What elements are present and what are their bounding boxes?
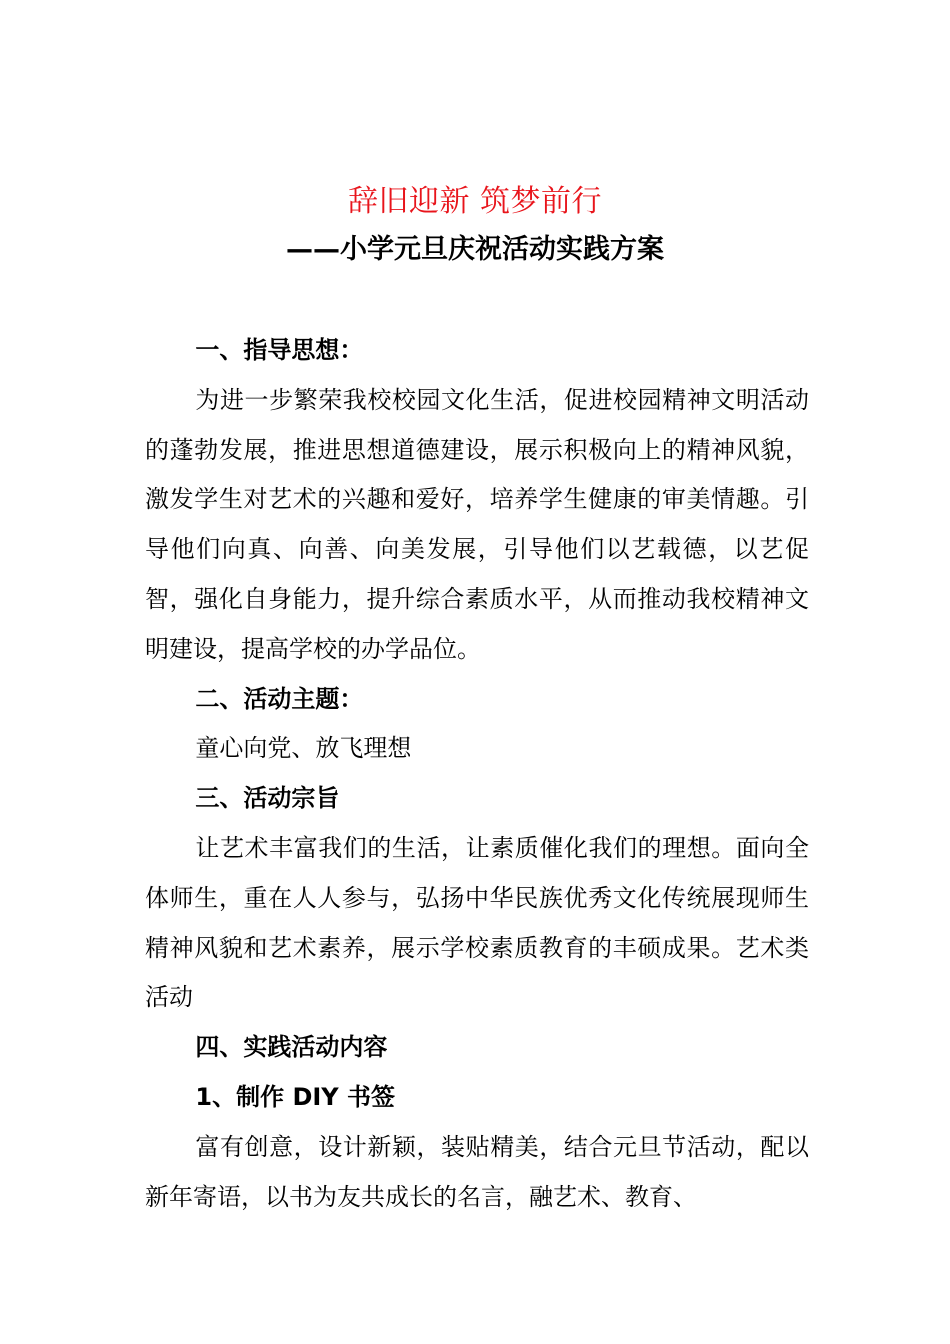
paragraph-guiding-ideology: 为进一步繁荣我校校园文化生活，促进校园精神文明活动的蓬勃发展，推进思想道德建设，展示积极向上的精神风貌，激发学生对艺术的兴趣和爱好，培养学生健康的审美情趣。引导他们向真、向善、向美发展，引导他们以艺载德，以艺促智，强化自身能力，提升综合素质水平，从而推动我校精神文明建设，提高学校的办学品位。 <box>145 385 809 663</box>
paragraph-diy-bookmark: 富有创意，设计新颖，装贴精美，结合元旦节活动，配以新年寄语，以书为友共成长的名言，融艺术、教育、 <box>145 1132 809 1211</box>
document-subtitle: ——小学元旦庆祝活动实践方案 <box>286 234 664 265</box>
document-body <box>145 326 809 1222</box>
section-heading-activity-content: 四、实践活动内容 <box>195 1033 388 1062</box>
section-heading-activity-theme: 二、活动主题： <box>195 684 364 713</box>
paragraph-activity-purpose: 让艺术丰富我们的生活，让素质催化我们的理想。面向全体师生，重在人人参与，弘扬中华民族优秀文化传统展现师生精神风貌和艺术素养，展示学校素质教育的丰硕成果。艺术类活动 <box>145 833 809 1012</box>
section-heading-guiding-ideology: 一、指导思想： <box>195 336 364 364</box>
subsection-heading-diy-bookmark: 1、制作 DIY 书签 <box>195 1082 396 1111</box>
document-title: 辞旧迎新 筑梦前行 <box>347 184 603 219</box>
paragraph-activity-theme: 童心向党、放飞理想 <box>195 734 412 763</box>
section-heading-activity-purpose: 三、活动宗旨 <box>195 784 340 813</box>
